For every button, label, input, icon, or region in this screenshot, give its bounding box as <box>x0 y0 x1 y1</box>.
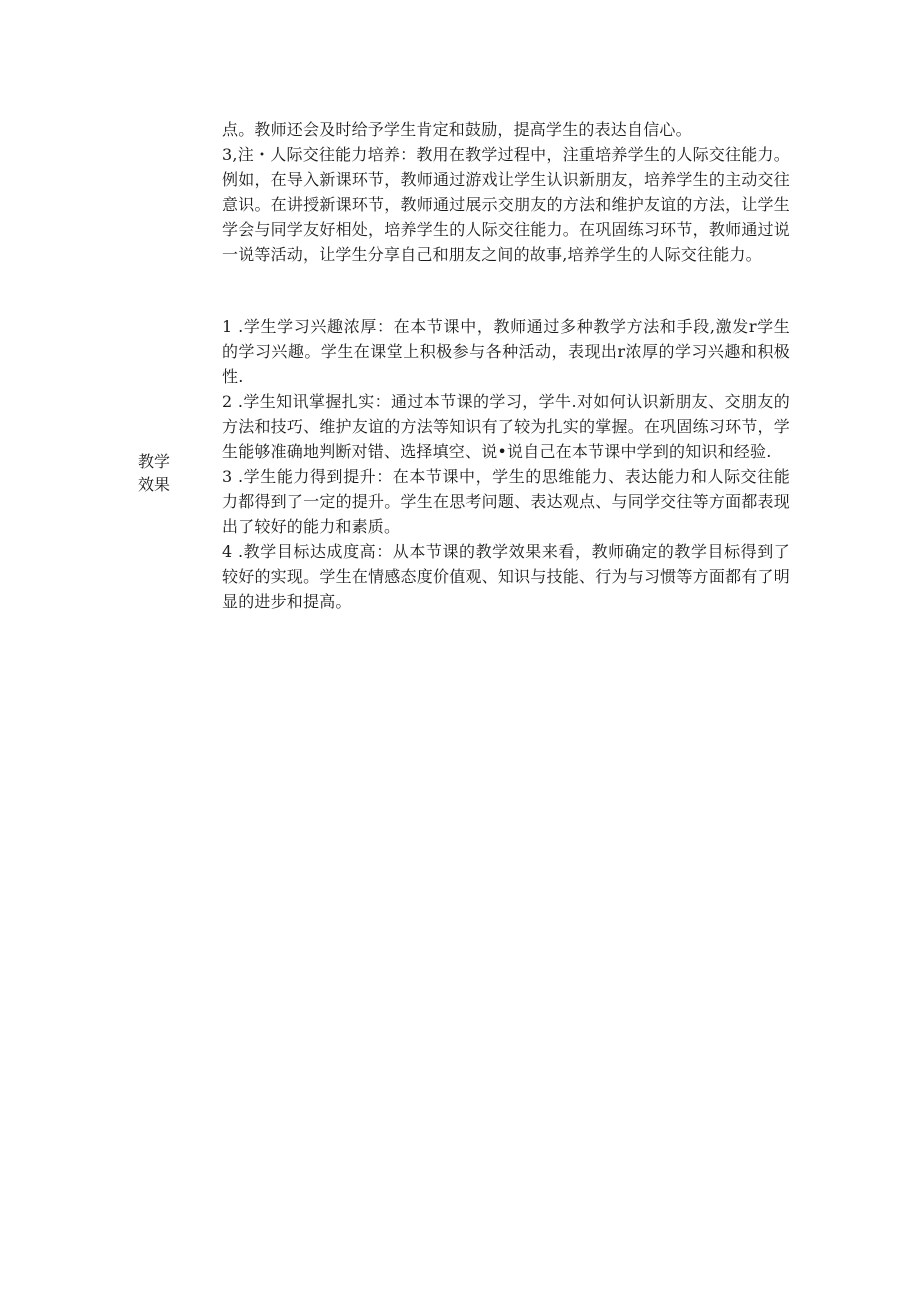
teaching-effect-content <box>222 314 790 614</box>
paragraph-line-end: 点。教师还会及时给予学生肯定和鼓励，提高学生的表达自信心。 <box>222 120 692 139</box>
section-label-teaching-effect <box>138 450 182 496</box>
effect-item-4: 4 .教学目标达成度高：从本节课的教学效果来看，教师确定的教学目标得到了较好的实现。学生在情感态度价值观、知识与技能、行为与习惯等方面都有了明显的进步和提高。 <box>222 542 790 611</box>
previous-section-continuation <box>222 117 790 267</box>
section-label-line2: 效果 <box>138 475 171 494</box>
effect-item-1: 1 .学生学习兴趣浓厚：在本节课中，教师通过多种教学方法和手段,激发r学生的学习兴趣。学生在课堂上积极参与各种活动，表现出r浓厚的学习兴趣和积极性. <box>222 317 790 386</box>
effect-item-3: 3 .学生能力得到提升：在本节课中，学生的思维能力、表达能力和人际交往能力都得到了一定的提升。学生在思考问题、表达观点、与同学交往等方面都表现出了较好的能力和素质。 <box>222 467 790 536</box>
effect-item-2: 2 .学生知讯掌握扎实：通过本节课的学习，学牛.对如何认识新朋友、交朋友的方法和技巧、维护友谊的方法等知识有了较为扎实的掌握。在巩固练习环节，学生能够准确地判断对错、选择填空、说•说自己在本节课中学到的知识和经验. <box>222 392 790 461</box>
section-label-line1: 教学 <box>138 452 171 471</box>
paragraph-interpersonal-skills: 3,注・人际交往能力培养：教用在教学过程中，注重培养学生的人际交往能力。例如，在导入新课环节，教师通过游戏让学生认识新朋友，培养学生的主动交往意识。在讲授新课环节，教师通过展示交朋友的方法和维护友谊的方法，让学生学会与同学友好相处，培养学生的人际交往能力。在巩固练习环节，教师通过说一说等活动，让学生分享自己和朋友之间的故事,培养学生的人际交往能力。 <box>222 145 790 264</box>
